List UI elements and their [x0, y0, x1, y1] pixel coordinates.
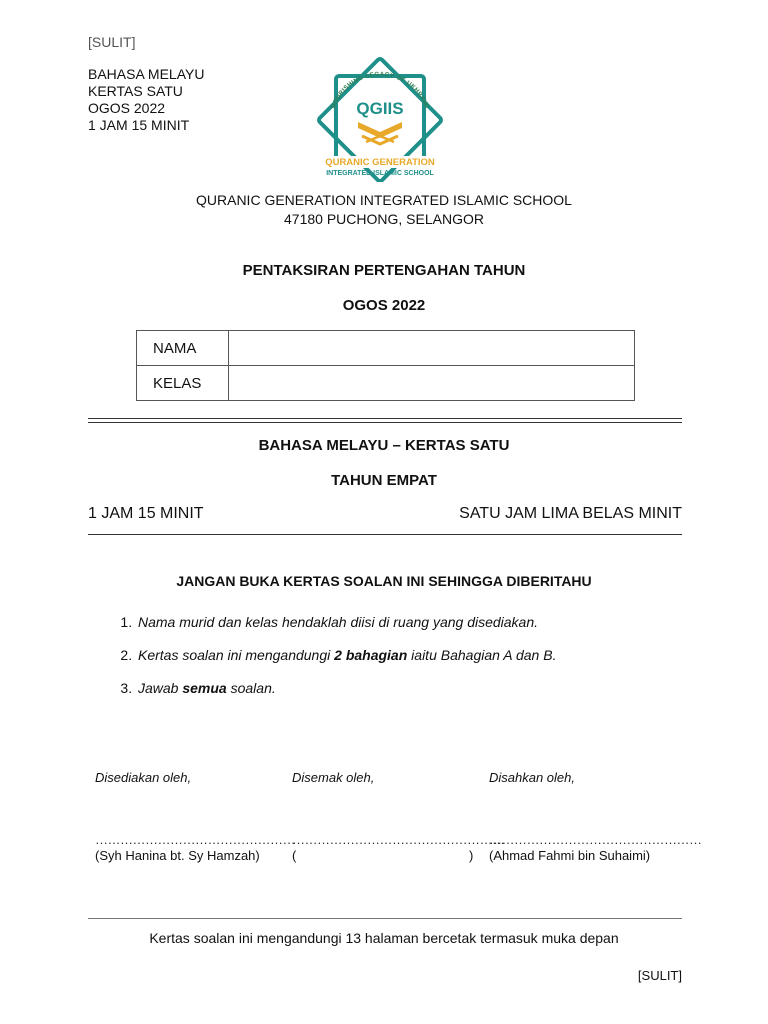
- prepared-by-label: Disediakan oleh,: [95, 770, 192, 785]
- exam-title: PENTAKSIRAN PERTENGAHAN TAHUN: [242, 262, 526, 279]
- divider: [88, 422, 682, 423]
- table-row: [137, 366, 635, 401]
- student-info-table: [136, 330, 635, 401]
- school-logo: [310, 52, 450, 182]
- exam-date: OGOS 2022: [342, 297, 426, 314]
- meta-line: 1 JAM 15 MINIT: [88, 117, 190, 133]
- meta-line: OGOS 2022: [88, 100, 166, 116]
- approved-by-name: (Ahmad Fahmi bin Suhaimi): [489, 848, 651, 863]
- paper-subject: BAHASA MELAYU – KERTAS SATU: [258, 437, 510, 454]
- signature-line: ……………………………………………: [489, 832, 702, 847]
- sulit-label-bottom: [SULIT]: [637, 968, 682, 983]
- school-address: 47180 PUCHONG, SELANGOR: [284, 211, 484, 227]
- table-row: [137, 331, 635, 366]
- list-item: 3. Jawab semua soalan.: [136, 680, 556, 713]
- list-item: 1. Nama murid dan kelas hendaklah diisi di ruang yang disediakan.: [136, 614, 556, 647]
- page-count-note: Kertas soalan ini mengandungi 13 halaman bercetak termasuk muka depan: [149, 930, 619, 946]
- instructions-warning: JANGAN BUKA KERTAS SOALAN INI SEHINGGA DIBERITAHU: [176, 573, 592, 589]
- logo-line-2: INTEGRATED ISLAMIC SCHOOL: [326, 170, 434, 177]
- list-item: 2. Kertas soalan ini mengandungi 2 bahagian iaitu Bahagian A dan B.: [136, 647, 556, 680]
- name-field[interactable]: [229, 331, 635, 366]
- logo-arc-text: NOURISHING LEGACY OF UKHRAWI: [329, 70, 431, 110]
- prepared-by-name: (Syh Hanina bt. Sy Hamzah): [95, 848, 260, 863]
- class-label: KELAS: [137, 366, 229, 401]
- signature-line: …………………………………………: [95, 832, 295, 847]
- meta-line: KERTAS SATU: [88, 83, 183, 99]
- checked-by-label: Disemak oleh,: [292, 770, 375, 785]
- divider: [88, 534, 682, 535]
- checked-by-name-open: (: [292, 848, 297, 863]
- logo-abbr: QGIIS: [356, 99, 404, 118]
- duration-long: SATU JAM LIMA BELAS MINIT: [459, 505, 682, 522]
- signature-line: ……………………………………………: [292, 832, 505, 847]
- sulit-label-top: [SULIT]: [88, 34, 136, 50]
- name-label: NAMA: [137, 331, 229, 366]
- meta-line: BAHASA MELAYU: [88, 66, 205, 82]
- class-field[interactable]: [229, 366, 635, 401]
- divider: [88, 418, 682, 419]
- logo-line-1: QURANIC GENERATION: [325, 157, 435, 168]
- footer-divider: [88, 918, 682, 919]
- instructions-list: [88, 614, 556, 713]
- duration-short: 1 JAM 15 MINIT: [88, 505, 204, 522]
- checked-by-name-close: ): [469, 848, 474, 863]
- paper-year: TAHUN EMPAT: [331, 472, 437, 489]
- school-name: QURANIC GENERATION INTEGRATED ISLAMIC SCHOOL: [196, 192, 572, 208]
- paper-meta-block: [88, 66, 204, 134]
- approved-by-label: Disahkan oleh,: [489, 770, 575, 785]
